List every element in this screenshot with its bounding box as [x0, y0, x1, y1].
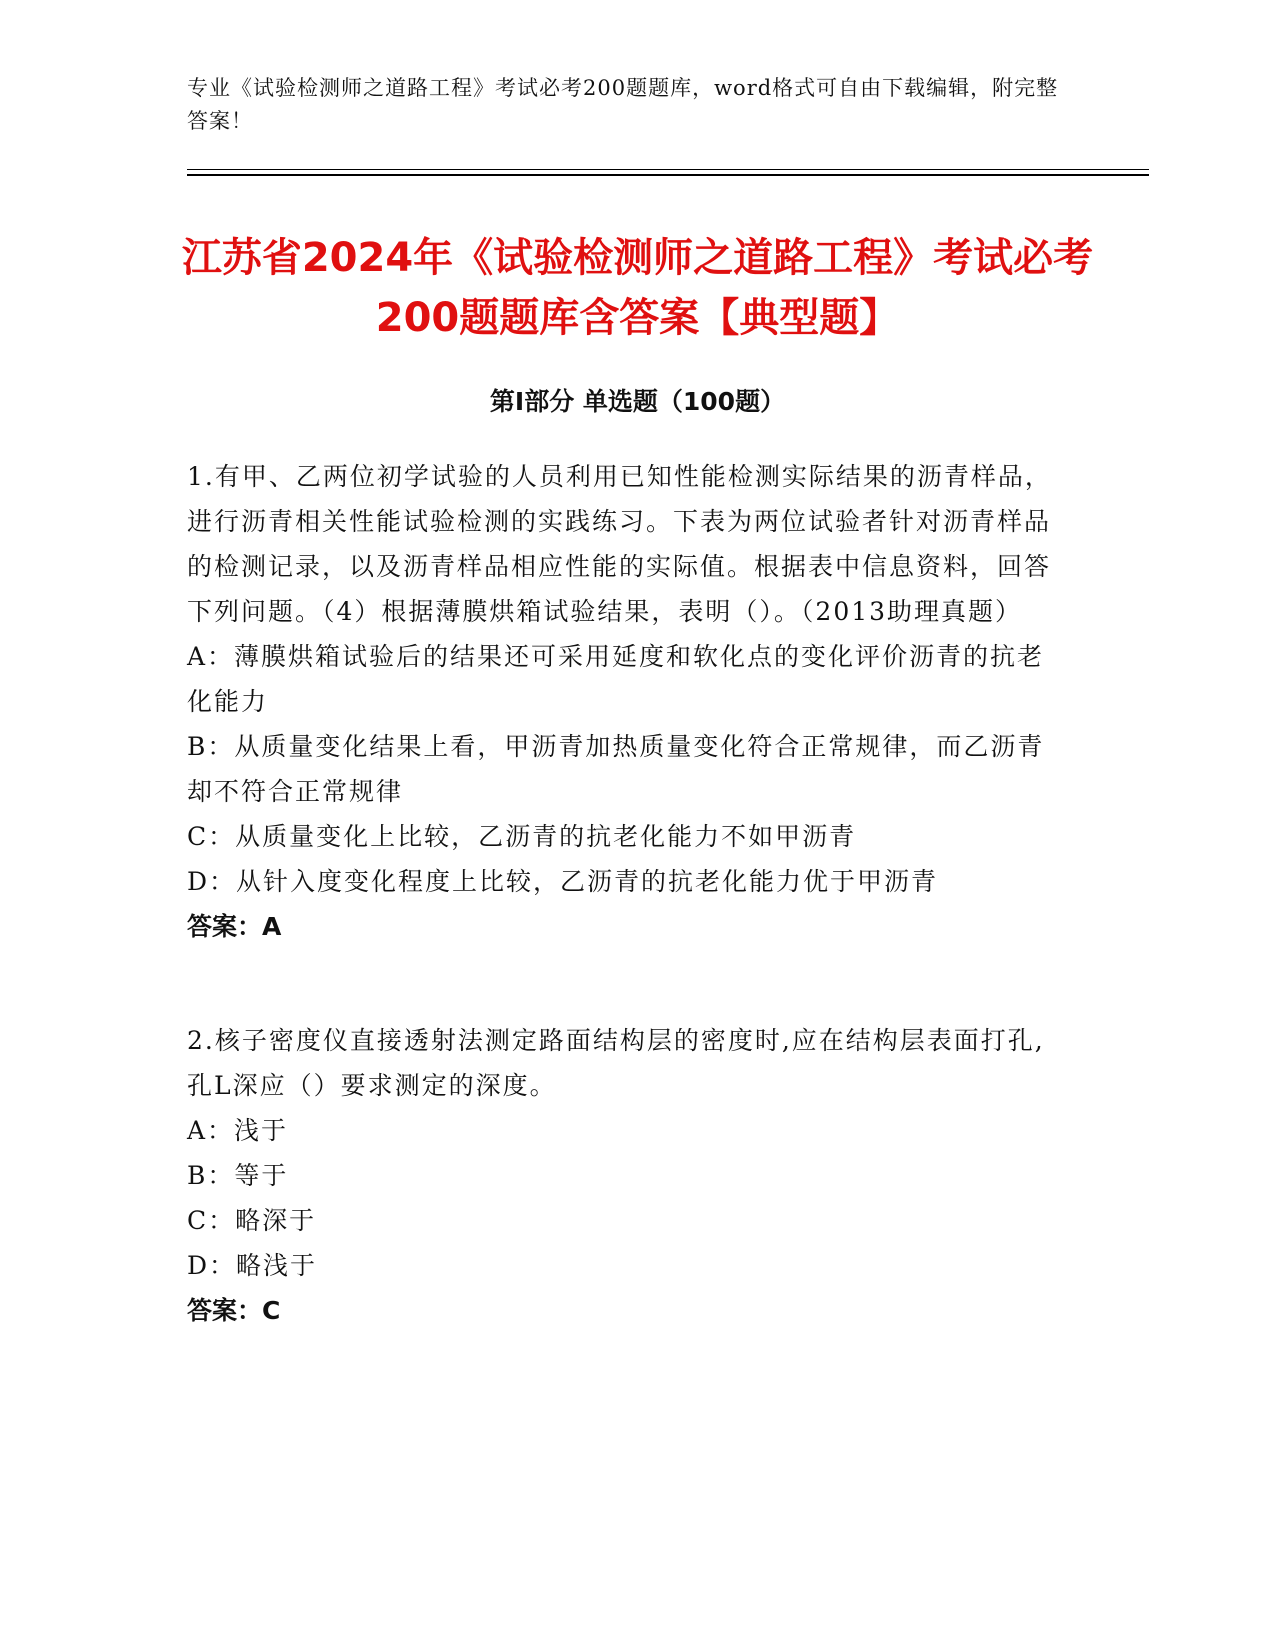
question-1 [187, 454, 1067, 949]
header-note: 专业《试验检测师之道路工程》考试必考200题题库，word格式可自由下载编辑，附完整答案！ [187, 76, 1059, 133]
option-a: A：薄膜烘箱试验后的结果还可采用延度和软化点的变化评价沥青的抗老化能力 [187, 642, 1045, 716]
section-heading: 第Ⅰ部分 单选题（100题） [489, 387, 786, 416]
header-divider-thin [187, 169, 1149, 170]
answer: 答案：C [187, 1296, 281, 1325]
question-stem: 2.核子密度仪直接透射法测定路面结构层的密度时,应在结构层表面打孔,孔L深应（）要求测定的深度。 [187, 1026, 1045, 1100]
option-c: C：从质量变化上比较，乙沥青的抗老化能力不如甲沥青 [187, 822, 857, 851]
question-stem: 1.有甲、乙两位初学试验的人员利用已知性能检测实际结果的沥青样品，进行沥青相关性能试验检测的实践练习。下表为两位试验者针对沥青样品的检测记录，以及沥青样品相应性能的实际值。根据表中信息资料，回答下列问题。（4）根据薄膜烘箱试验结果，表明（）。（2013助理真题） [187, 462, 1052, 626]
option-c: C：略深于 [187, 1206, 317, 1235]
option-a: A：浅于 [187, 1116, 289, 1145]
document-title: 江苏省2024年《试验检测师之道路工程》考试必考200题题库含答案【典型题】 [181, 235, 1094, 341]
answer: 答案：A [187, 912, 282, 941]
option-d: D：略浅于 [187, 1251, 318, 1280]
option-b: B：等于 [187, 1161, 289, 1190]
option-b: B：从质量变化结果上看，甲沥青加热质量变化符合正常规律，而乙沥青却不符合正常规律 [187, 732, 1045, 806]
question-2 [187, 1018, 1067, 1333]
header-divider-thick [187, 174, 1149, 176]
option-d: D：从针入度变化程度上比较，乙沥青的抗老化能力优于甲沥青 [187, 867, 939, 896]
